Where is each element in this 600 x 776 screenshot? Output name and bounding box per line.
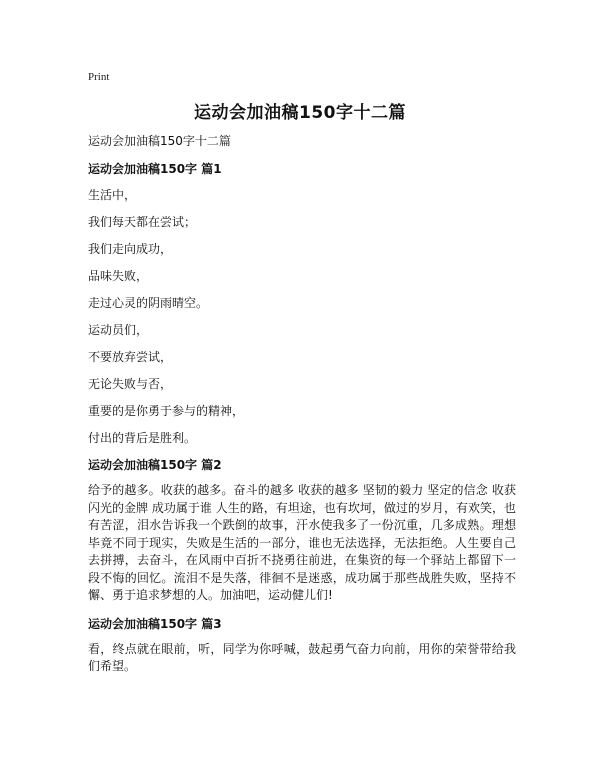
text-line: 我们每天都在尝试； [88, 215, 197, 229]
section-2 [88, 456, 516, 605]
print-label: Print [88, 71, 110, 83]
document-subtitle: 运动会加油稿150字十二篇 [88, 134, 231, 148]
section-3 [88, 615, 516, 676]
paragraph: 给予的越多。收获的越多。奋斗的越多 收获的越多 坚韧的毅力 坚定的信念 收获闪光的金牌 成功属于谁 人生的路，有坦途，也有坎坷，做过的岁月，有欢笑，也有苦涩，泪水告诉我一个跌倒的故事，汗水使我多了一份沉重，几多成熟。理想毕竟不同于现实，失败是生活的一部分，谁也无法选择，无法拒绝。人生要自己去拼搏，去奋斗，在风雨中百折不挠勇往前进，在集资的每一个驿站上都留下一段不悔的回忆。流泪不是失落，徘徊不是迷惑，成功属于那些战胜失败，坚持不懈、勇于追求梦想的人。加油吧，运动健儿们! [88, 483, 516, 602]
section-heading: 运动会加油稿150字 篇3 [88, 616, 222, 631]
text-line: 走过心灵的阴雨晴空。 [88, 296, 209, 310]
text-line: 我们走向成功， [88, 242, 173, 256]
text-line: 运动员们， [88, 323, 149, 337]
document-title: 运动会加油稿150字十二篇 [194, 103, 406, 123]
section-1 [88, 160, 516, 447]
text-line: 重要的是你勇于参与的精神， [88, 404, 245, 418]
text-line: 不要放弃尝试， [88, 350, 173, 364]
text-line: 品味失败， [88, 269, 149, 283]
document-body [88, 132, 516, 686]
text-line: 无论失败与否， [88, 377, 173, 391]
text-line: 付出的背后是胜利。 [88, 431, 197, 445]
section-heading: 运动会加油稿150字 篇1 [88, 162, 222, 176]
paragraph: 看，终点就在眼前，听，同学为你呼喊，鼓起勇气奋力向前，用你的荣誉带给我们希望。 [88, 641, 516, 673]
section-heading: 运动会加油稿150字 篇2 [88, 458, 222, 472]
text-line: 生活中， [88, 188, 137, 202]
